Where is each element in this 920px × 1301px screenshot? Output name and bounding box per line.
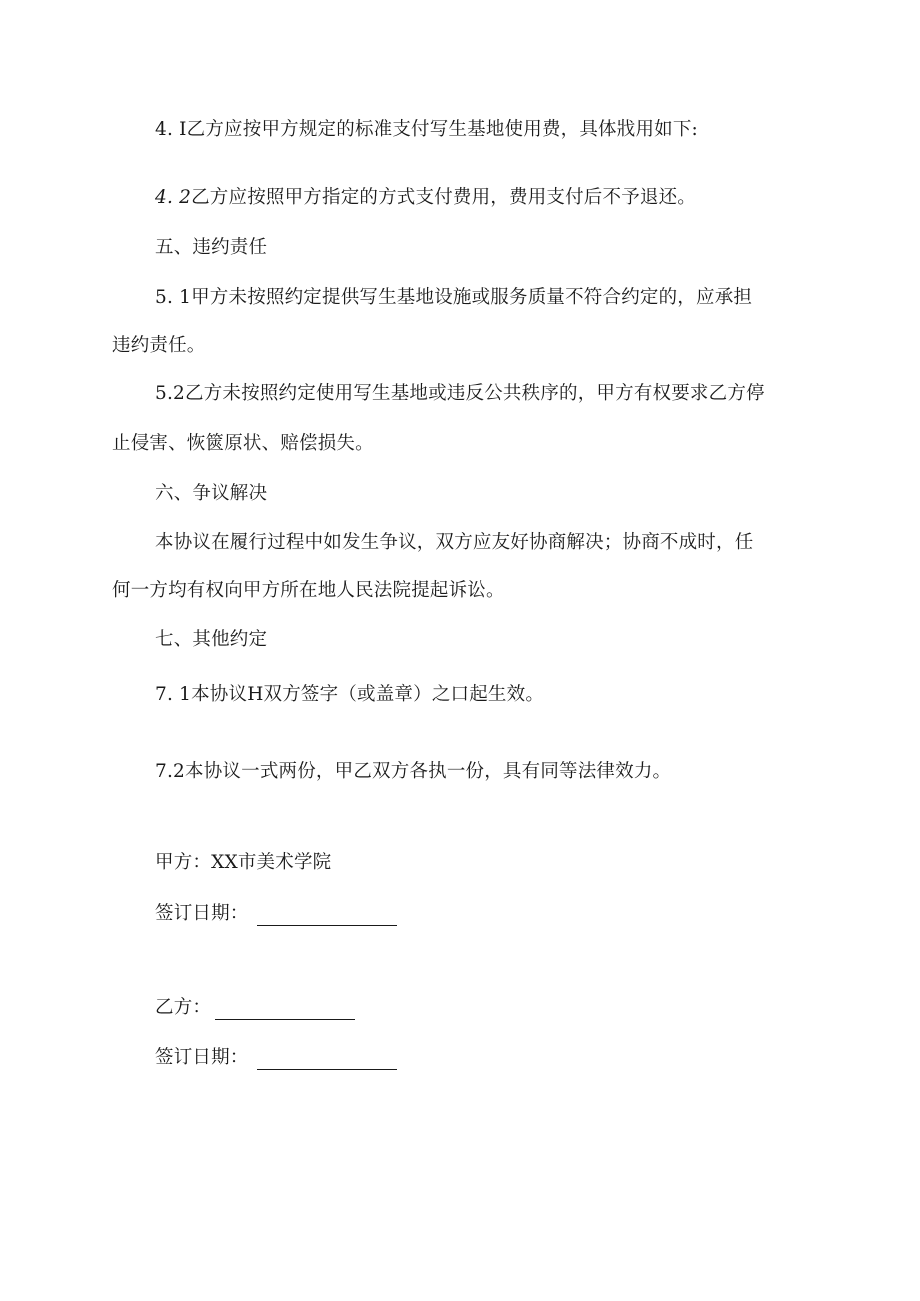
clause-4-2: [155, 186, 696, 210]
party-b-date-label: 签订日期：: [155, 1047, 249, 1068]
clause-4-2-number: 4. 2: [155, 187, 192, 208]
section-6-heading: 六、争议解决: [155, 483, 268, 504]
section-7-heading: 七、其他约定: [155, 629, 268, 650]
party-a-name: 甲方：XX市美术学院: [155, 852, 332, 873]
clause-6-line2: 何一方均有权向甲方所在地人民法院提起诉讼。: [112, 580, 505, 601]
party-a-date-row: [155, 902, 397, 926]
clause-5-1-line2: 违约责任。: [112, 335, 206, 356]
party-a-date-blank[interactable]: [257, 907, 397, 926]
clause-7-1: 7. 1本协议H双方签字（或盖章）之口起生效。: [155, 684, 545, 705]
party-b-label: 乙方：: [155, 997, 212, 1018]
clause-6-line1: 本协议在履行过程中如发生争议，双方应友好协商解决；协商不成时，任: [155, 532, 754, 553]
party-b-date-blank[interactable]: [257, 1051, 397, 1070]
party-b-name-blank[interactable]: [215, 1001, 355, 1020]
clause-4-1: 4. I乙方应按甲方规定的标准支付写生基地使用费，具体戕用如下:: [155, 119, 698, 140]
party-b-row: [155, 996, 355, 1020]
clause-5-2-line1: 5.2乙方未按照约定使用写生基地或违反公共秩序的，甲方有权要求乙方停: [155, 383, 765, 404]
clause-7-2: 7.2本协议一式两份，甲乙双方各执一份，具有同等法律效力。: [155, 761, 672, 782]
clause-4-2-text: 乙方应按照甲方指定的方式支付费用，费用支付后不予退还。: [191, 187, 697, 208]
section-5-heading: 五、违约责任: [155, 237, 268, 258]
party-a-date-label: 签订日期：: [155, 903, 249, 924]
party-b-date-row: [155, 1046, 397, 1070]
clause-5-1-line1: 5. 1甲方未按照约定提供写生基地设施或服务质量不符合约定的，应承担: [155, 287, 753, 308]
clause-5-2-line2: 止侵害、恢篋原状、赔偿损失。: [112, 433, 374, 454]
